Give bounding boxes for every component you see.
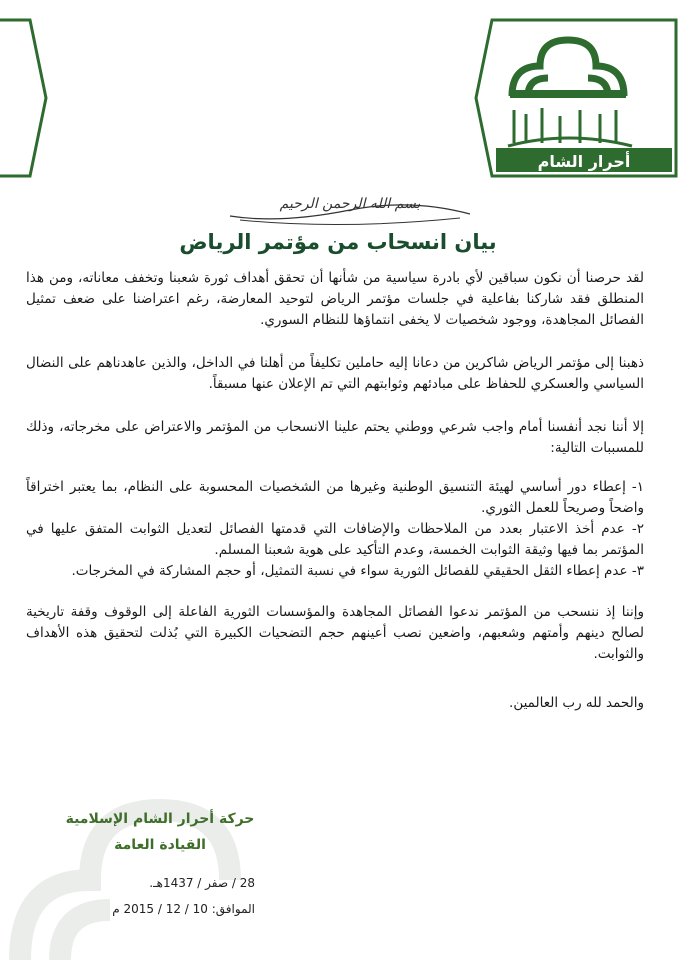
organization-logo [462,18,678,178]
basmala-text: بسم الله الرحمن الرحيم [279,196,421,212]
statement-body [26,268,644,714]
logo-subtitle: أحرار الشام [537,152,631,171]
reason-item-1: ١- إعطاء دور أساسي لهيئة التنسيق الوطنية وغيرها من الشخصيات المحسوبة على النظام، بما يعتبر اختراقاً واضحاً وصريحاً للعمل الثوري. [26,479,644,516]
reason-item-3: ٣- عدم إعطاء الثقل الحقيقي للفصائل الثورية سواء في نسبة التمثيل، أو حجم المشاركة في المخرجات. [71,563,644,579]
dates-block [55,870,255,922]
hijri-date: 28 / صفر / 1437هـ. [149,876,255,890]
organization-name: حركة أحرار الشام الإسلامية [65,811,255,827]
document-title: بيان انسحاب من مؤتمر الرياض [179,230,497,254]
riyadh-paragraph: ذهبنا إلى مؤتمر الرياض شاكرين من دعانا إليه حاملين تكليفاً من أهلنا في الداخل، والذين عاهدناهم على النضال السياسي والعسكري للحفاظ على مبادئهم وثوابتهم التي تم الإعلان عنها مسبقاً. [26,355,644,392]
withdrawal-paragraph: إلا أننا نجد أنفسنا أمام واجب شرعي ووطني يحتم علينا الانسحاب من المؤتمر والاعتراض على مخرجاته، وذلك للمسببات التالية: [26,419,644,456]
basmala-calligraphy [220,186,480,228]
reasons-list [26,477,644,582]
reason-item-2: ٢- عدم أخذ الاعتبار بعدد من الملاحظات والإضافات التي قدمتها الفصائل لتعديل الثوابت المتفق عليها في المؤتمر بما فيها وثيقة الثوابت الخمسة، وعدم التأكيد على هوية شعبنا المسلم. [26,521,644,558]
intro-paragraph: لقد حرصنا أن نكون سباقين لأي بادرة سياسية من شأنها أن تحقق أهداف ثورة شعبنا وتخفف معاناته، ومن هذا المنطلق فقد شاركنا بفاعلية في جلسات مؤتمر الرياض لتوحيد المعارضة، رغم اعتراضنا على ضعف تمثيل الفصائل المجاهدة، ووجود شخصيات لا يخفى انتماؤها للنظام السوري. [26,270,644,328]
signature-block [60,806,260,858]
emblem-watermark [0,760,260,960]
closing-line: والحمد لله رب العالمين. [509,695,644,711]
left-chevron-decoration [0,18,48,178]
gregorian-date: الموافق: 10 / 12 / 2015 م [112,902,255,916]
department-name: القيادة العامة [114,837,206,853]
conclusion-paragraph: وإننا إذ ننسحب من المؤتمر ندعوا الفصائل المجاهدة والمؤسسات الثورية الفاعلة إلى الوقوف وقفة تاريخية لصالح دينهم وأمتهم وشعبهم، واضعين نصب أعينهم حجم التضحيات الكبيرة التي بُذلت لتحقيق هذه الأهداف والثوابت. [26,604,644,662]
